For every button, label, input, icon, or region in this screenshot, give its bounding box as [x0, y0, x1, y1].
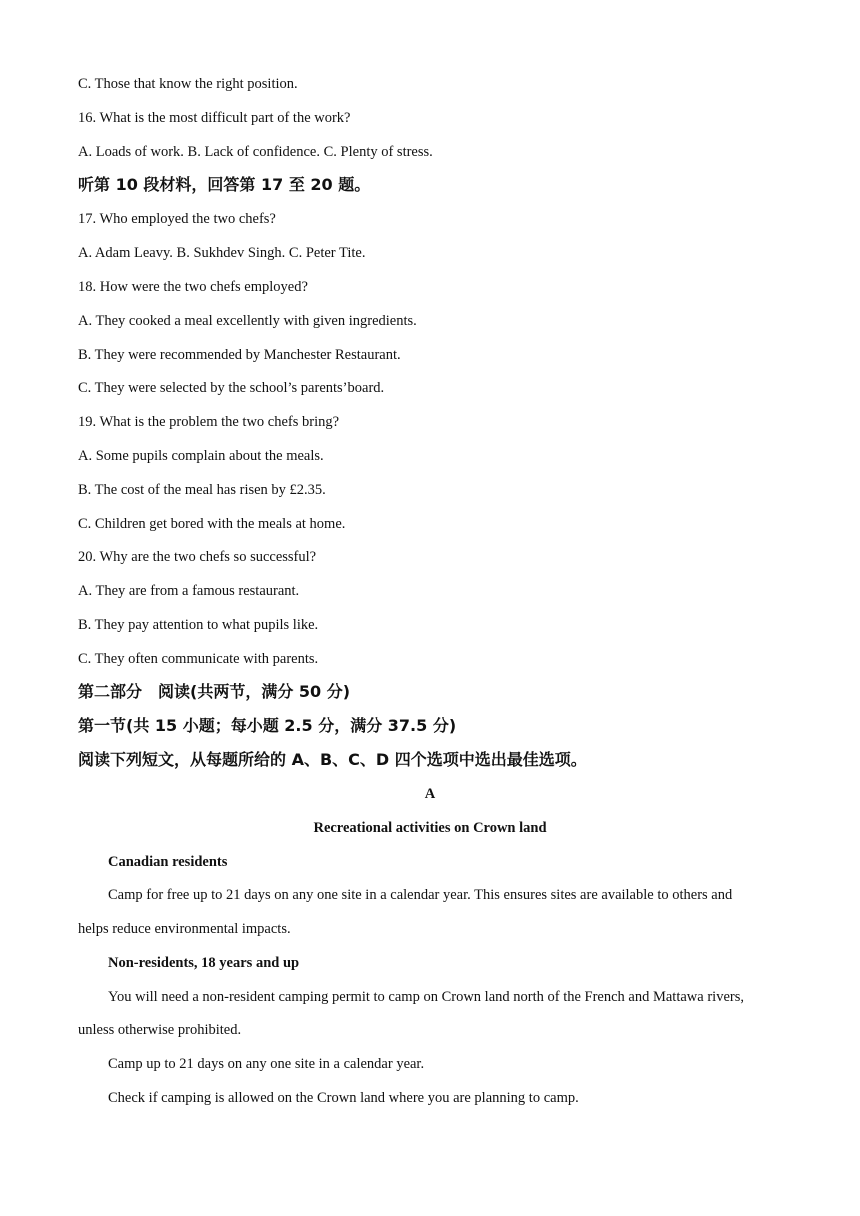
question-17: 17. Who employed the two chefs? [78, 211, 276, 227]
subheading-canadian-residents: Canadian residents [108, 854, 228, 870]
option-20a: A. They are from a famous restaurant. [78, 583, 300, 599]
paragraph-line: Camp up to 21 days on any one site in a calendar year. [108, 1056, 425, 1072]
paragraph-line: unless otherwise prohibited. [78, 1022, 242, 1038]
question-19: 19. What is the problem the two chefs bring? [78, 414, 340, 430]
paragraph-line: Camp for free up to 21 days on any one site in a calendar year. This ensures sites are available to others and [108, 887, 733, 903]
option-18c: C. They were selected by the school’s parents’board. [78, 380, 385, 396]
passage-letter: A [424, 786, 436, 802]
paragraph-line: You will need a non-resident camping permit to camp on Crown land north of the French and Mattawa rivers, [108, 989, 744, 1005]
options-16: A. Loads of work. B. Lack of confidence. C. Plenty of stress. [78, 144, 433, 160]
subheading-non-residents: Non-residents, 18 years and up [108, 955, 300, 971]
options-17: A. Adam Leavy. B. Sukhdev Singh. C. Peter Tite. [78, 245, 366, 261]
option-line: C. Those that know the right position. [78, 76, 298, 92]
paragraph-line: Check if camping is allowed on the Crown land where you are planning to camp. [108, 1090, 579, 1106]
passage-title: Recreational activities on Crown land [313, 820, 547, 836]
option-19a: A. Some pupils complain about the meals. [78, 448, 324, 464]
option-18a: A. They cooked a meal excellently with given ingredients. [78, 313, 417, 329]
question-16: 16. What is the most difficult part of the work? [78, 110, 351, 126]
section-one-heading: 第一节(共 15 小题；每小题 2.5 分，满分 37.5 分) [78, 716, 457, 735]
option-18b: B. They were recommended by Manchester Restaurant. [78, 347, 401, 363]
option-20c: C. They often communicate with parents. [78, 651, 319, 667]
option-19b: B. The cost of the meal has risen by £2.35. [78, 482, 326, 498]
part-two-heading: 第二部分 阅读(共两节，满分 50 分) [78, 682, 351, 701]
section-instruction: 听第 10 段材料，回答第 17 至 20 题。 [78, 175, 371, 194]
reading-instruction: 阅读下列短文，从每题所给的 A、B、C、D 四个选项中选出最佳选项。 [78, 750, 587, 769]
question-20: 20. Why are the two chefs so successful? [78, 549, 317, 565]
question-18: 18. How were the two chefs employed? [78, 279, 308, 295]
option-19c: C. Children get bored with the meals at home. [78, 516, 346, 532]
option-20b: B. They pay attention to what pupils like. [78, 617, 319, 633]
paragraph-line: helps reduce environmental impacts. [78, 921, 291, 937]
